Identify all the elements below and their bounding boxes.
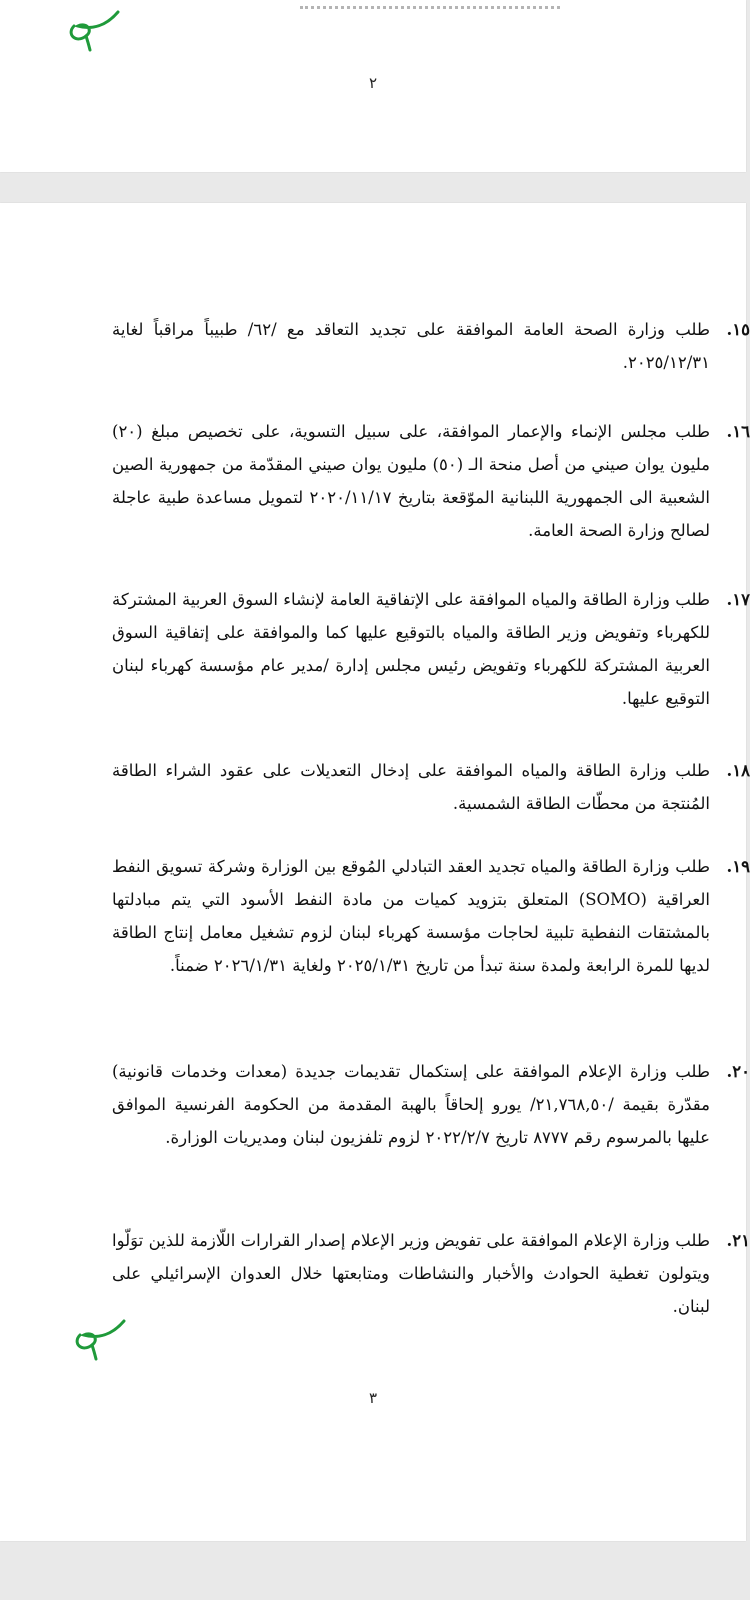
list-item-19 <box>112 850 750 982</box>
item-number: ٢٠. <box>726 1062 750 1081</box>
document-page <box>0 203 750 1541</box>
item-text: طلب وزارة الطاقة والمياه الموافقة على إدخال التعديلات على عقود الشراء الطاقة المُنتجة من محطّات الطاقة الشمسية. <box>112 761 710 813</box>
item-number: ١٨. <box>726 761 750 780</box>
item-text: طلب وزارة الصحة العامة الموافقة على تجديد التعاقد مع /٦٢/ طبيباً مراقباً لغاية ٢٠٢٥/١٢/٣١. <box>112 320 710 372</box>
item-number: ٢١. <box>726 1231 750 1250</box>
item-number: ١٩. <box>726 857 750 876</box>
list-item-21 <box>112 1224 750 1323</box>
cut-off-text-line <box>300 0 560 9</box>
list-item-18 <box>112 754 750 820</box>
page-number: ٣ <box>368 1389 378 1407</box>
item-text: طلب وزارة الطاقة والمياه الموافقة على الإتفاقية العامة لإنشاء السوق العربية المشتركة للكهرباء وتفويض وزير الطاقة والمياه بالتوقيع عليها كما والموافقة على إتفاقية السوق العربية المشتركة للكهرباء وتفويض رئيس مجلس إدارة /مدير عام مؤسسة كهرباء لبنان التوقيع عليها. <box>112 590 710 708</box>
page-number: ٢ <box>368 74 378 92</box>
list-item-15 <box>112 313 750 379</box>
item-text: طلب وزارة الإعلام الموافقة على تفويض وزير الإعلام إصدار القرارات اللّازمة للذين توَلّوا ويتولون تغطية الحوادث والأخبار والنشاطات ومتابعتها خلال العدوان الإسرائيلي على لبنان. <box>112 1231 710 1316</box>
item-number: ١٥. <box>726 320 750 339</box>
item-text: طلب وزارة الطاقة والمياه تجديد العقد التبادلي المُوقع بين الوزارة وشركة تسويق النفط العراقية (SOMO) المتعلق بتزويد كميات من مادة النفط الأسود التي يتم مبادلتها بالمشتقات النفطية تلبية لحاجات مؤسسة كهرباء لبنان لزوم تشغيل معامل إنتاج الطاقة لديها للمرة الرابعة ولمدة سنة تبدأ من تاريخ ٢٠٢٥/١/٣١ ولغاية ٢٠٢٦/١/٣١ ضمناً. <box>112 857 710 975</box>
list-item-16 <box>112 415 750 547</box>
item-number: ١٧. <box>726 590 750 609</box>
item-text: طلب مجلس الإنماء والإعمار الموافقة، على سبيل التسوية، على تخصيص مبلغ (٢٠) مليون يوان صيني من أصل منحة الـ (٥٠) مليون يوان صيني المقدّمة من جمهورية الصين الشعبية الى الجمهورية اللبنانية الموّقعة بتاريخ ٢٠٢٠/١١/١٧ لتمويل مساعدة طبية عاجلة لصالح وزارة الصحة العامة. <box>112 422 710 540</box>
signature-initial-bottom <box>68 1313 138 1363</box>
previous-page <box>0 0 746 172</box>
signature-initial-top <box>62 4 132 54</box>
list-item-17 <box>112 583 750 715</box>
list-item-20 <box>112 1055 750 1154</box>
item-number: ١٦. <box>726 422 750 441</box>
item-text: طلب وزارة الإعلام الموافقة على إستكمال تقديمات جديدة (معدات وخدمات قانونية) مقدّرة بقيمة /٢١,٧٦٨,٥٠/ يورو إلحاقاً بالهبة المقدمة من الحكومة الفرنسية الموافق عليها بالمرسوم رقم ٨٧٧٧ تاريخ ٢٠٢٢/٢/٧ لزوم تلفزيون لبنان ومديريات الوزارة. <box>112 1062 710 1147</box>
